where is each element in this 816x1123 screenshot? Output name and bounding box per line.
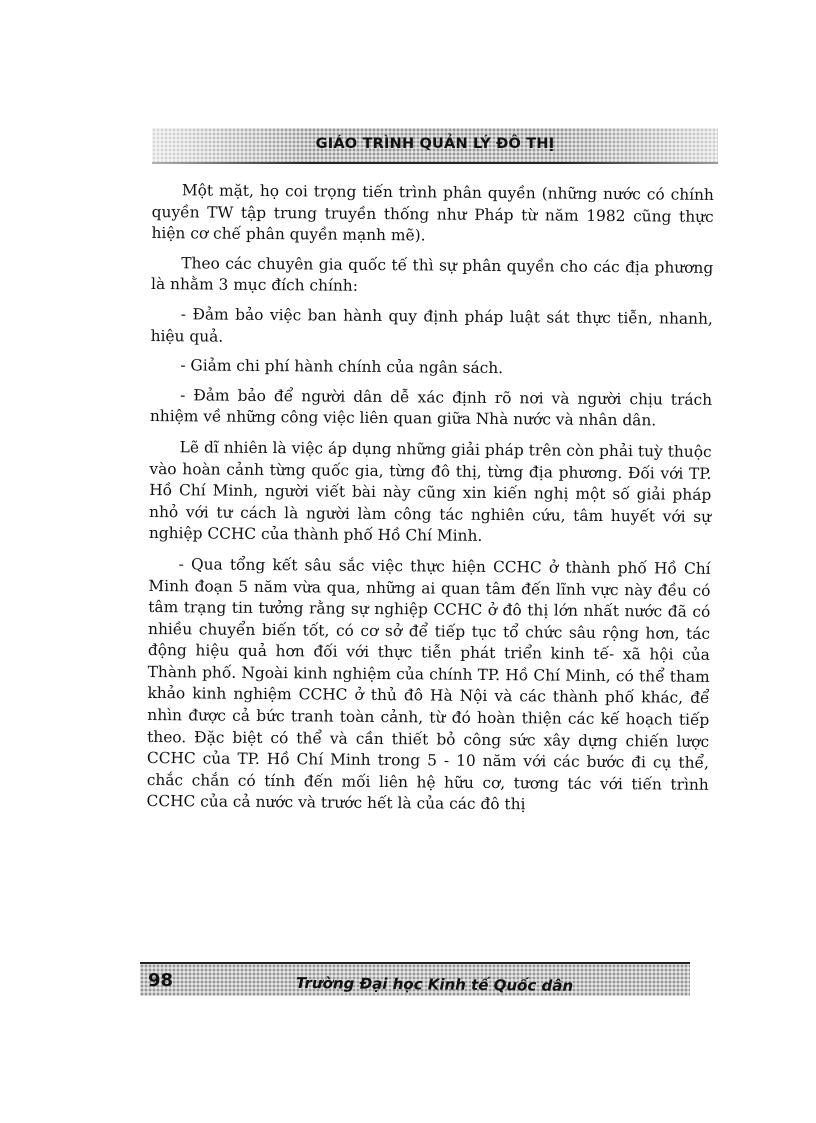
paragraph: Một mặt, họ coi trọng tiến trình phân quyền (những nước có chính quyền TW tập trung truyền thống như Pháp từ năm 1982 cũng thực hiện cơ chế phân quyền mạnh mẽ). [151,181,714,245]
bullet-paragraph: - Giảm chi phí hành chính của ngân sách. [180,356,504,378]
body-text [146,180,714,826]
paragraph: Lẽ dĩ nhiên là việc áp dụng những giải pháp trên còn phải tuỳ thuộc vào hoàn cảnh từng quốc gia, từng đô thị, từng địa phương. Đối với TP. Hồ Chí Minh, người viết bài này cũng xin kiến nghị một số giải pháp nhỏ với tư cách là người làm công tác nghiên cứu, tâm huyết với sự nghiệp CCHC của thành phố Hồ Chí Minh. [148,438,712,546]
page-number: 98 [148,970,174,991]
bullet-paragraph: - Đảm bảo để người dân dễ xác định rõ nơi và người chịu trách nhiệm về những công việc liên quan giữa Nhà nước và nhân dân. [149,386,713,430]
bullet-paragraph: - Qua tổng kết sâu sắc việc thực hiện CCHC ở thành phố Hồ Chí Minh đoạn 5 năm vừa qua, những ai quan tâm đến lĩnh vực này đều có tâm trạng tin tưởng rằng sự nghiệp CCHC ở đô thị lớn nhất nước đã có nhiều chuyển biến tốt, có cơ sở để tiếp tục tổ chức sâu rộng hơn, tác động hiệu quả hơn đối với thực tiễn phát triển kinh tế- xã hội của Thành phố. Ngoài kinh nghiệm của chính TP. Hồ Chí Minh, có thể tham khảo kinh nghiệm CCHC ở thủ đô Hà Nội và các thành phố khác, để nhìn được cả bức tranh toàn cảnh, từ đó hoàn thiện các kế hoạch tiếp theo. Đặc biệt có thể và cần thiết bỏ công sức xây dựng chiến lược CCHC của TP. Hồ Chí Minh trong 5 - 10 năm với các bước đi cụ thể, chắc chắn có tính đến mối liên hệ hữu cơ, tương tác với tiến trình CCHC của cả nước và trước hết là của các đô thị [146,555,711,814]
paragraph: Theo các chuyên gia quốc tế thì sự phân quyền cho các địa phương là nhằm 3 mục đích chính: [151,254,714,296]
bullet-paragraph: - Đảm bảo việc ban hành quy định pháp luật sát thực tiễn, nhanh, hiệu quả. [150,305,713,346]
running-header-title: GIÁO TRÌNH QUẢN LÝ ĐÔ THỊ [315,136,555,152]
running-footer-publisher: Trường Đại học Kinh tế Quốc dân [295,974,574,995]
